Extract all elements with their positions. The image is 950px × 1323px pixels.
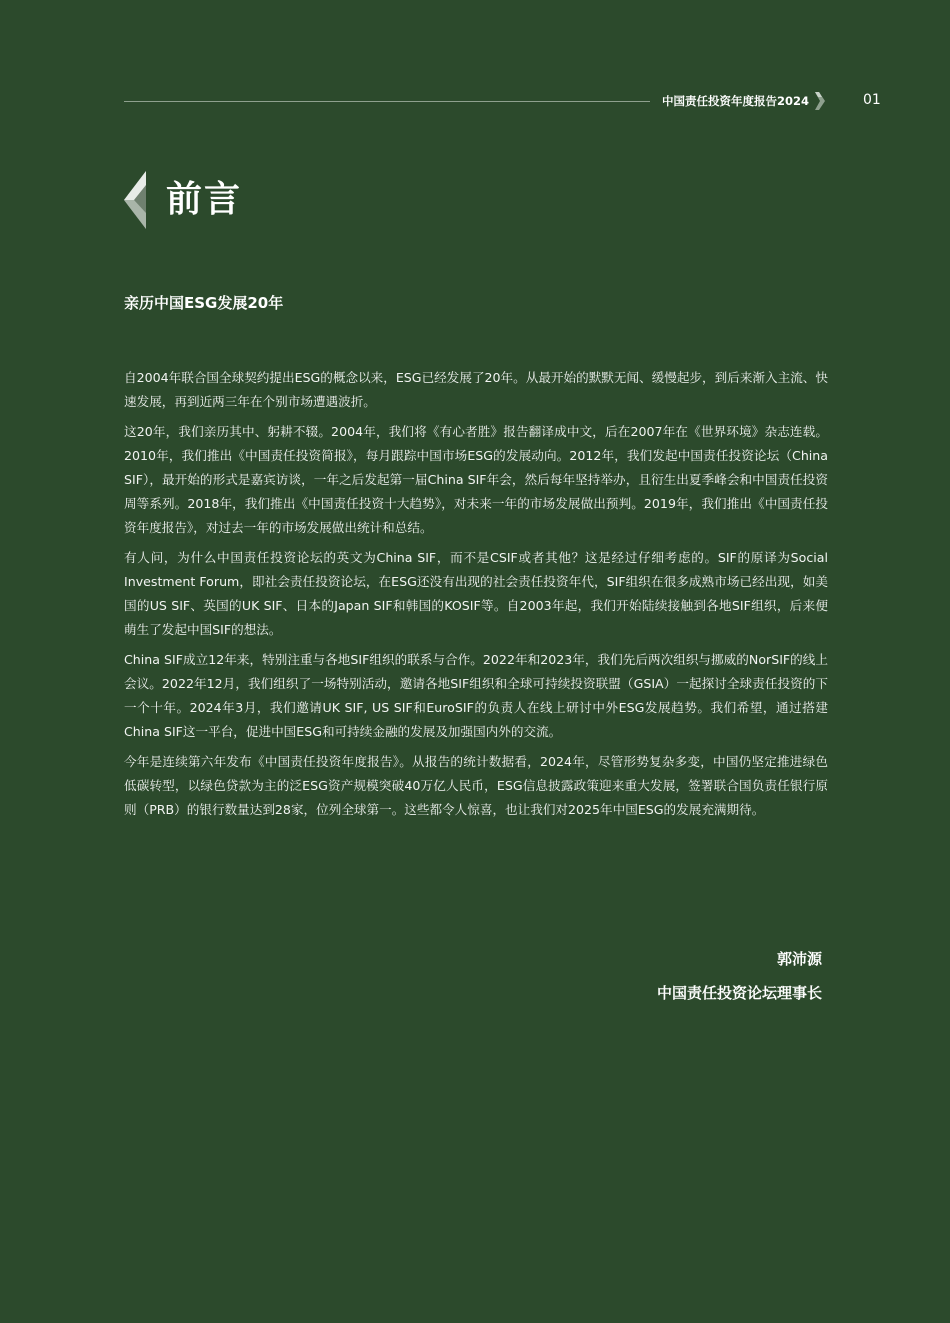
- page-number: 01: [863, 92, 881, 108]
- chevron-right-icon: [815, 91, 825, 111]
- paragraph: 自2004年联合国全球契约提出ESG的概念以来，ESG已经发展了20年。从最开始的默默无闻、缓慢起步，到后来渐入主流、快速发展，再到近两三年在个别市场遭遇波折。: [124, 370, 828, 409]
- header-rule: [124, 101, 650, 102]
- body-text: [124, 366, 828, 828]
- signature: [657, 947, 822, 1005]
- page-title: 前言: [166, 179, 243, 220]
- paragraph: 这20年，我们亲历其中、躬耕不辍。2004年，我们将《有心者胜》报告翻译成中文，后在2007年在《世界环境》杂志连载。2010年，我们推出《中国责任投资简报》，每月跟踪中国市场ESG的发展动向。2012年，我们发起中国责任投资论坛（China SIF），最开始的形式是嘉宾访谈，一年之后发起第一届China SIF年会，然后每年坚持举办，且衍生出夏季峰会和中国责任投资周等系列。2018年，我们推出《中国责任投资十大趋势》，对未来一年的市场发展做出预判。2019年，我们推出《中国责任投资年度报告》，对过去一年的市场发展做出统计和总结。: [124, 424, 828, 535]
- signature-name: 郭沛源: [776, 950, 822, 968]
- report-title: 中国责任投资年度报告2024: [662, 94, 810, 108]
- signature-role: 中国责任投资论坛理事长: [656, 984, 822, 1002]
- section-heading: 亲历中国ESG发展20年: [124, 294, 284, 312]
- chevron-left-icon: [124, 171, 146, 229]
- paragraph: 今年是连续第六年发布《中国责任投资年度报告》。从报告的统计数据看，2024年，尽管形势复杂多变，中国仍坚定推进绿色低碳转型，以绿色贷款为主的泛ESG资产规模突破40万亿人民币，ESG信息披露政策迎来重大发展，签署联合国负责任银行原则（PRB）的银行数量达到28家，位列全球第一。这些都令人惊喜，也让我们对2025年中国ESG的发展充满期待。: [124, 754, 828, 817]
- paragraph: China SIF成立12年来，特别注重与各地SIF组织的联系与合作。2022年和2023年，我们先后两次组织与挪威的NorSIF的线上会议。2022年12月，我们组织了一场特别活动，邀请各地SIF组织和全球可持续投资联盟（GSIA）一起探讨全球责任投资的下一个十年。2024年3月，我们邀请UK SIF, US SIF和EuroSIF的负责人在线上研讨中外ESG发展趋势。我们希望，通过搭建China SIF这一平台，促进中国ESG和可持续金融的发展及加强国内外的交流。: [124, 652, 828, 739]
- paragraph: 有人问，为什么中国责任投资论坛的英文为China SIF，而不是CSIF或者其他？这是经过仔细考虑的。SIF的原译为Social Investment Forum，即社会责任投资论坛，在ESG还没有出现的社会责任投资年代，SIF组织在很多成熟市场已经出现，如美国的US SIF、英国的UK SIF、日本的Japan SIF和韩国的KOSIF等。自2003年起，我们开始陆续接触到各地SIF组织，后来便萌生了发起中国SIF的想法。: [124, 550, 828, 637]
